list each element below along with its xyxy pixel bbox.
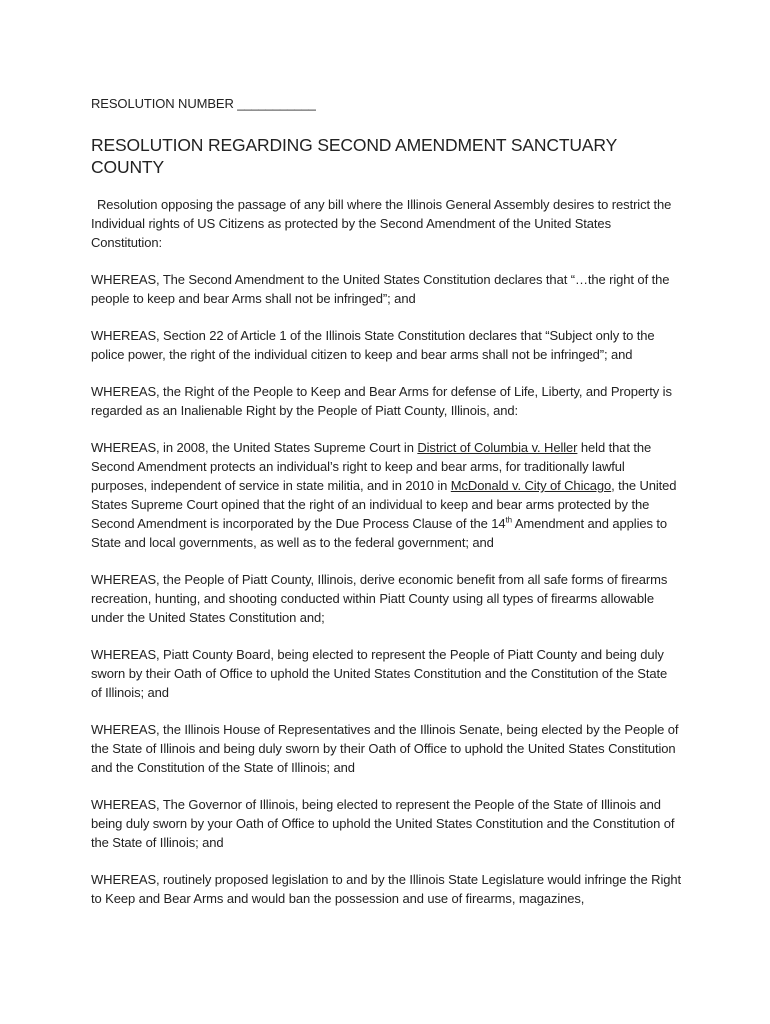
resolution-number: RESOLUTION NUMBER ___________ bbox=[91, 96, 316, 111]
whereas-4-text-2: held that the Second Amendment protects an individual’s right to keep and bear arms, for traditionally lawful purposes, independent of service in state militia, and in 2010 in bbox=[91, 440, 652, 493]
document-title: RESOLUTION REGARDING SECOND AMENDMENT SANCTUARY COUNTY bbox=[91, 135, 617, 177]
whereas-paragraph-7: WHEREAS, the Illinois House of Representatives and the Illinois Senate, being elected by the People of the State of Illinois and being duly sworn by their Oath of Office to uphold the United States Constitution and the Constitution of the State of Illinois; and bbox=[91, 722, 679, 775]
whereas-paragraph-4 bbox=[91, 438, 681, 552]
whereas-paragraph-6: WHEREAS, Piatt County Board, being elected to represent the People of Piatt County and being duly sworn by their Oath of Office to uphold the United States Constitution and the Constitution of the State of Illinois; and bbox=[91, 647, 668, 700]
whereas-4-text-4: Amendment and applies to State and local governments, as well as to the federal government; and bbox=[91, 516, 668, 550]
whereas-paragraph-2: WHEREAS, Section 22 of Article 1 of the Illinois State Constitution declares that “Subject only to the police power, the right of the individual citizen to keep and bear arms shall not be infringed”; and bbox=[91, 328, 655, 362]
whereas-paragraph-9: WHEREAS, routinely proposed legislation to and by the Illinois State Legislature would infringe the Right to Keep and Bear Arms and would ban the possession and use of firearms, magazines, bbox=[91, 872, 682, 906]
case-citation-mcdonald: McDonald v. City of Chicago bbox=[450, 478, 612, 493]
whereas-paragraph-1: WHEREAS, The Second Amendment to the United States Constitution declares that “…the right of the people to keep and bear Arms shall not be infringed”; and bbox=[91, 272, 670, 306]
whereas-paragraph-5: WHEREAS, the People of Piatt County, Illinois, derive economic benefit from all safe forms of firearms recreation, hunting, and shooting conducted within Piatt County using all types of firearms allowable under the United States Constitution and; bbox=[91, 572, 668, 625]
case-citation-heller: District of Columbia v. Heller bbox=[417, 440, 578, 455]
ordinal-superscript: th bbox=[505, 515, 512, 525]
whereas-4-text-3: , the United States Supreme Court opined that the right of an individual to keep and bear arms protected by the Second Amendment is incorporated by the Due Process Clause of the 14 bbox=[91, 478, 677, 531]
intro-paragraph: Resolution opposing the passage of any bill where the Illinois General Assembly desires to restrict the Individual rights of US Citizens as protected by the Second Amendment of the United States Constitution: bbox=[91, 197, 672, 250]
whereas-paragraph-8: WHEREAS, The Governor of Illinois, being elected to represent the People of the State of Illinois and being duly sworn by your Oath of Office to uphold the United States Constitution and the Constitution of the State of Illinois; and bbox=[91, 797, 675, 850]
whereas-paragraph-3: WHEREAS, the Right of the People to Keep and Bear Arms for defense of Life, Liberty, and Property is regarded as an Inalienable Right by the People of Piatt County, Illinois, and: bbox=[91, 384, 672, 418]
document-body bbox=[91, 95, 681, 926]
whereas-4-text-1: WHEREAS, in 2008, the United States Supreme Court in bbox=[91, 440, 418, 455]
